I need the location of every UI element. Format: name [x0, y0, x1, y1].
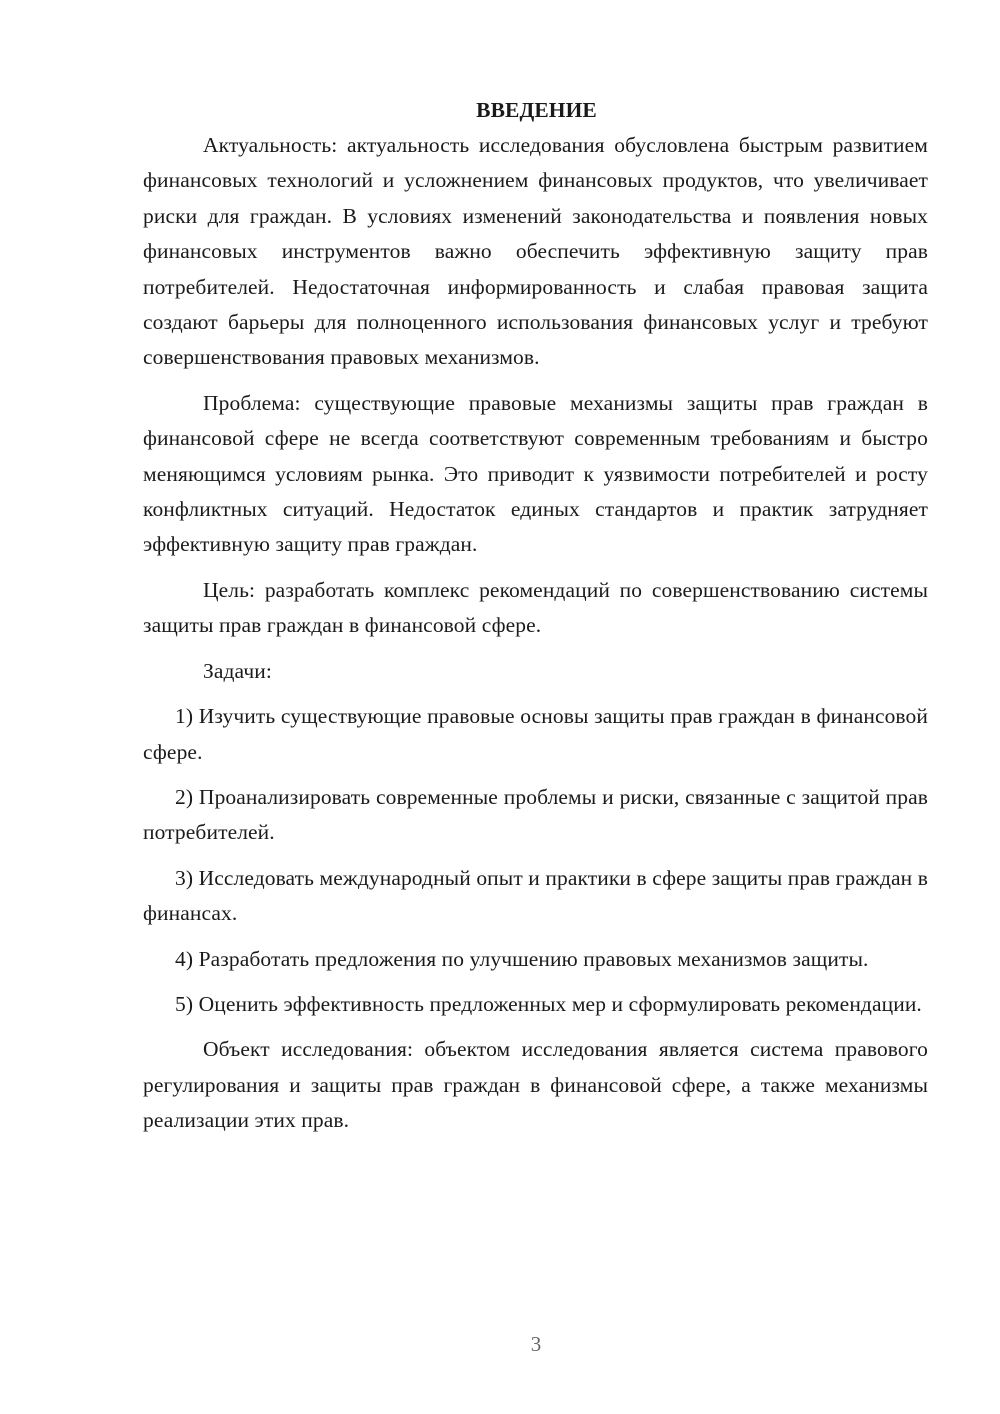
- goal-paragraph: Цель: разработать комплекс рекомендаций по совершенствованию системы защиты прав граждан в финансовой сфере.: [143, 577, 928, 638]
- document-page: [143, 92, 928, 1139]
- problem-paragraph: Проблема: существующие правовые механизмы защиты прав граждан в финансовой сфере не всегда соответствуют современным требованиям и быстро меняющимся условиям рынка. Это приводит к уязвимости потребителей и росту конфликтных ситуаций. Недостаток единых стандартов и практик затрудняет эффективную защиту прав граждан.: [143, 390, 928, 557]
- task-item-1: 1) Изучить существующие правовые основы защиты прав граждан в финансовой сфере.: [143, 704, 928, 764]
- section-heading: ВВЕДЕНИЕ: [476, 98, 597, 122]
- task-item-2: 2) Проанализировать современные проблемы и риски, связанные с защитой прав потребителей.: [143, 784, 928, 845]
- task-item-3: 3) Исследовать международный опыт и практики в сфере защиты прав граждан в финансах.: [143, 865, 928, 926]
- page-number: 3: [530, 1332, 542, 1356]
- relevance-paragraph: Актуальность: актуальность исследования обусловлена быстрым развитием финансовых технологий и усложнением финансовых продуктов, что увеличивает риски для граждан. В условиях изменений законодательства и появления новых финансовых инструментов важно обеспечить эффективную защиту прав потребителей. Недостаточная информированность и слабая правовая защита создают барьеры для полноценного использования финансовых услуг и требуют совершенствования правовых механизмов.: [143, 133, 928, 370]
- task-item-5: 5) Оценить эффективность предложенных мер и сформулировать рекомендации.: [175, 991, 922, 1016]
- task-item-4: 4) Разработать предложения по улучшению правовых механизмов защиты.: [175, 946, 869, 971]
- object-paragraph: Объект исследования: объектом исследования является система правового регулирования и защиты прав граждан в финансовой сфере, а также механизмы реализации этих прав.: [143, 1037, 928, 1133]
- tasks-label: Задачи:: [203, 658, 272, 683]
